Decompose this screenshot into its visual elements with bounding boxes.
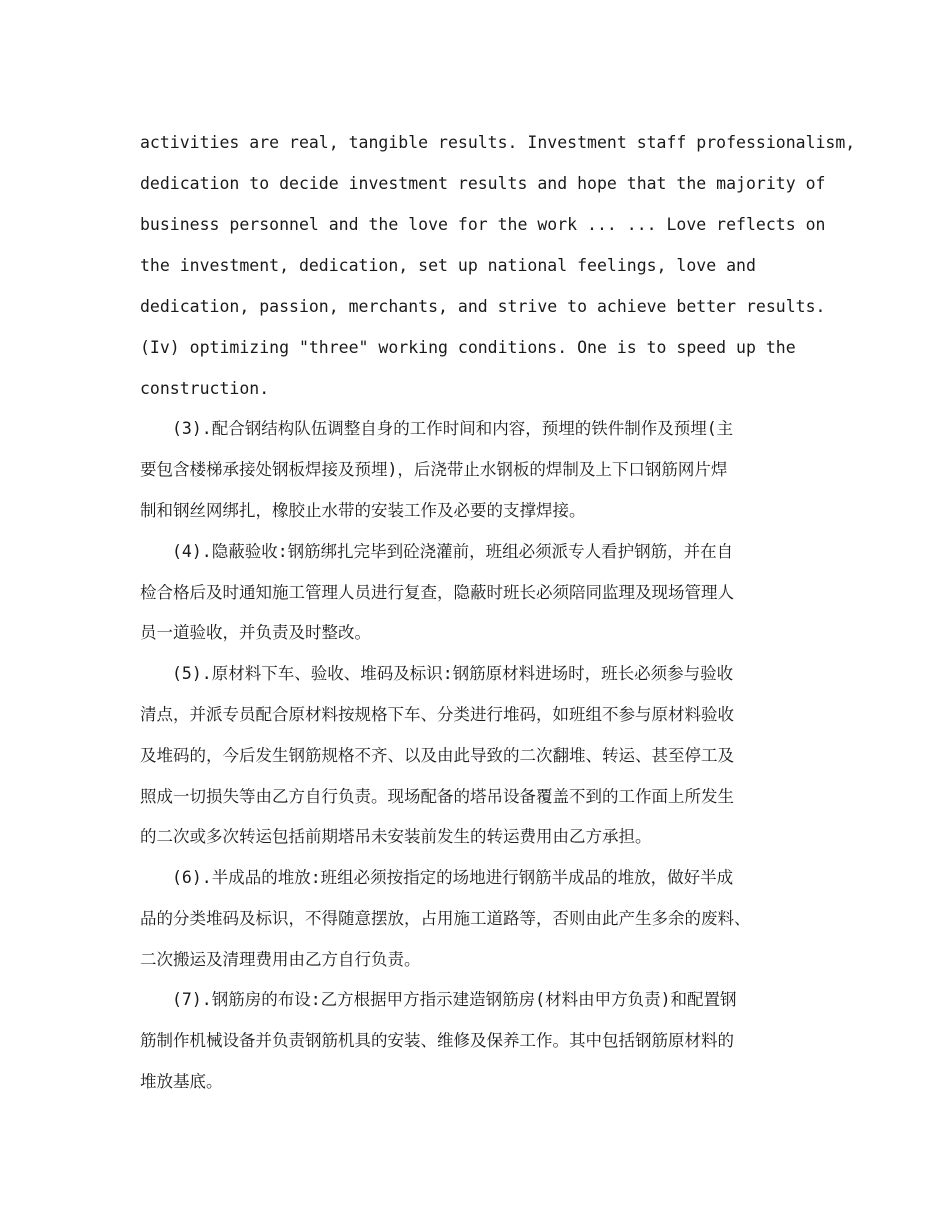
paragraph-7-line: 筋制作机械设备并负责钢筋机具的安装、维修及保养工作。其中包括钢筋原材料的 xyxy=(140,1031,734,1050)
text-line: activities are real, tangible results. Investment staff professionalism, xyxy=(140,133,856,152)
text-line: dedication, passion, merchants, and strive to achieve better results. xyxy=(140,297,826,316)
paragraph-5-line: (5).原材料下车、验收、堆码及标识:钢筋原材料进场时，班长必须参与验收 xyxy=(172,664,734,683)
paragraph-7-line: 堆放基底。 xyxy=(140,1072,223,1091)
paragraph-4-line: 员一道验收，并负责及时整改。 xyxy=(140,623,371,642)
paragraph-3-line: 制和钢丝网绑扎，橡胶止水带的安装工作及必要的支撑焊接。 xyxy=(140,501,586,520)
paragraph-5-line: 的二次或多次转运包括前期塔吊未安装前发生的转运费用由乙方承担。 xyxy=(140,827,652,846)
paragraph-4-line: 检合格后及时通知施工管理人员进行复查，隐蔽时班长必须陪同监理及现场管理人 xyxy=(140,583,734,602)
text-line: the investment, dedication, set up national feelings, love and xyxy=(140,256,756,275)
text-line: construction. xyxy=(140,379,270,398)
paragraph-7-line: (7).钢筋房的布设:乙方根据甲方指示建造钢筋房(材料由甲方负责)和配置钢 xyxy=(172,990,737,1009)
paragraph-5-line: 清点，并派专员配合原材料按规格下车、分类进行堆码，如班组不参与原材料验收 xyxy=(140,705,734,724)
paragraph-6-line: (6).半成品的堆放:班组必须按指定的场地进行钢筋半成品的堆放，做好半成 xyxy=(172,868,734,887)
paragraph-4-line: (4).隐蔽验收:钢筋绑扎完毕到砼浇灌前，班组必须派专人看护钢筋，并在自 xyxy=(172,542,734,561)
paragraph-3-line: (3).配合钢结构队伍调整自身的工作时间和内容，预埋的铁件制作及预埋(主 xyxy=(172,419,734,438)
paragraph-3-line: 要包含楼梯承接处钢板焊接及预埋)，后浇带止水钢板的焊制及上下口钢筋网片焊 xyxy=(140,460,728,479)
text-line: (Iv) optimizing "three" working conditions. One is to speed up the xyxy=(140,338,796,357)
paragraph-6-line: 二次搬运及清理费用由乙方自行负责。 xyxy=(140,950,421,969)
text-line: dedication to decide investment results and hope that the majority of xyxy=(140,174,826,193)
paragraph-6-line: 品的分类堆码及标识，不得随意摆放，占用施工道路等，否则由此产生多余的废料、 xyxy=(140,909,751,928)
text-line: business personnel and the love for the work ... ... Love reflects on xyxy=(140,215,826,234)
paragraph-5-line: 照成一切损失等由乙方自行负责。现场配备的塔吊设备覆盖不到的工作面上所发生 xyxy=(140,787,734,806)
paragraph-5-line: 及堆码的，今后发生钢筋规格不齐、以及由此导致的二次翻堆、转运、甚至停工及 xyxy=(140,746,734,765)
